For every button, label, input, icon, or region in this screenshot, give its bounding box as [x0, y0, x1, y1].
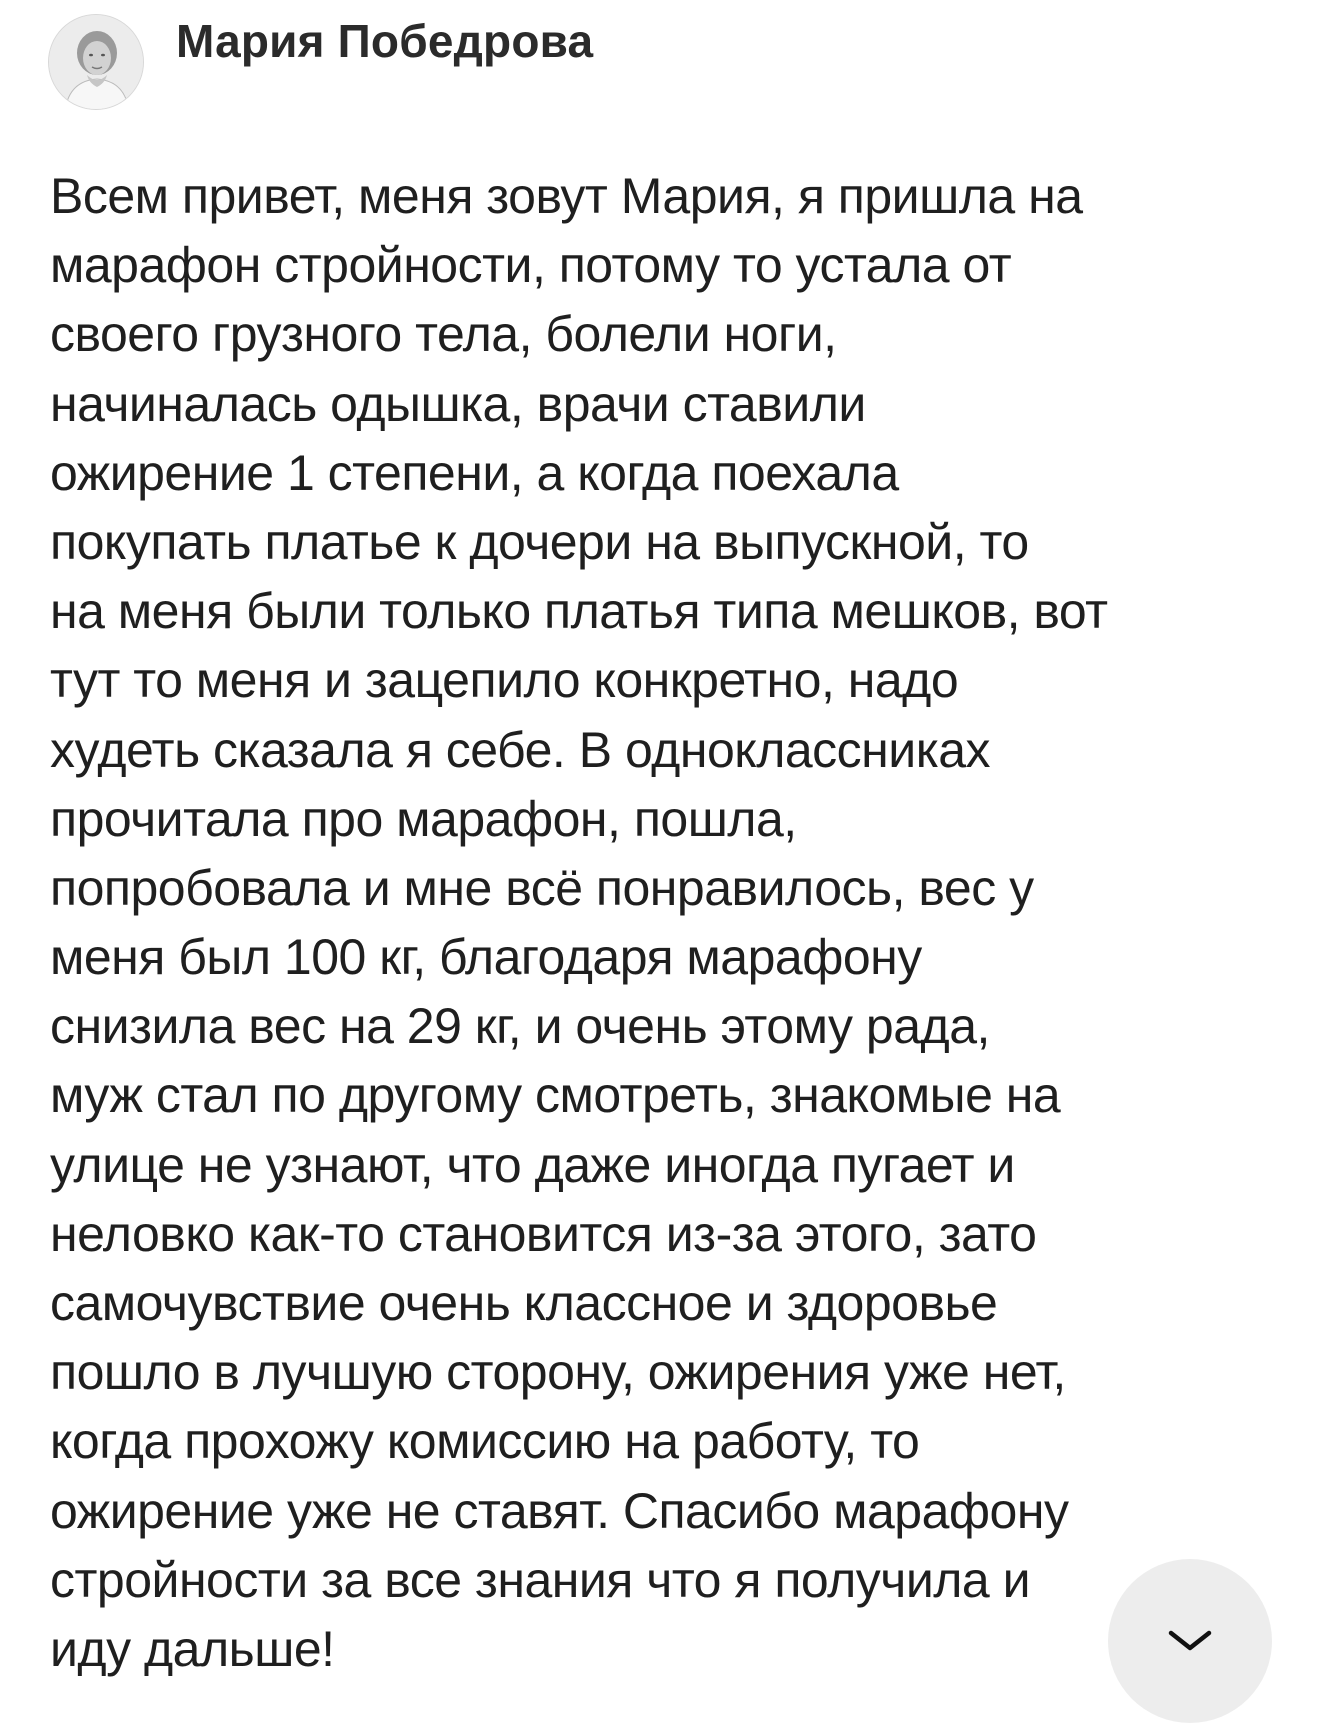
post-text-line: улице не узнают, что даже иногда пугает и: [50, 1136, 1015, 1193]
chevron-down-icon: [1165, 1624, 1215, 1658]
post-text-line: своего грузного тела, болели ноги,: [50, 306, 837, 363]
post-text-line: неловко как-то становится из-за этого, зато: [50, 1205, 1037, 1262]
post-text-line: Всем привет, меня зовут Мария, я пришла на: [50, 168, 1083, 224]
post-text-line: попробовала и мне всё понравилось, вес у: [50, 859, 1034, 916]
post-text-line: худеть сказала я себе. В одноклассниках: [50, 721, 990, 778]
post-text-line: иду дальше!: [50, 1620, 335, 1677]
post-text-line: марафон стройности, потому то устала от: [50, 237, 1012, 294]
post-text-line: муж стал по другому смотреть, знакомые на: [50, 1067, 1061, 1124]
author-name[interactable]: Мария Победрова: [176, 15, 594, 67]
post-text: [50, 162, 1290, 1684]
avatar[interactable]: [48, 14, 144, 110]
post-text-line: стройности за все знания что я получила и: [50, 1551, 1031, 1608]
post-header: [48, 14, 593, 110]
post-text-line: начиналась одышка, врачи ставили: [50, 375, 866, 432]
post-text-line: ожирение 1 степени, а когда поехала: [50, 444, 899, 501]
avatar-photo-icon: [49, 15, 144, 110]
post-text-line: тут то меня и зацепило конкретно, надо: [50, 652, 959, 709]
expand-button[interactable]: [1108, 1559, 1272, 1723]
post-text-line: снизила вес на 29 кг, и очень этому рада,: [50, 998, 990, 1055]
post-text-line: ожирение уже не ставят. Спасибо марафону: [50, 1482, 1069, 1539]
post-text-line: самочувствие очень классное и здоровье: [50, 1275, 998, 1331]
post-text-line: пошло в лучшую сторону, ожирения уже нет,: [50, 1344, 1066, 1401]
post-text-line: когда прохожу комиссию на работу, то: [50, 1413, 920, 1470]
post-text-line: покупать платье к дочери на выпускной, то: [50, 513, 1029, 570]
post-text-line: меня был 100 кг, благодаря марафону: [50, 929, 922, 986]
post-text-line: прочитала про марафон, пошла,: [50, 790, 797, 847]
post-text-line: на меня были только платья типа мешков, вот: [50, 583, 1108, 640]
